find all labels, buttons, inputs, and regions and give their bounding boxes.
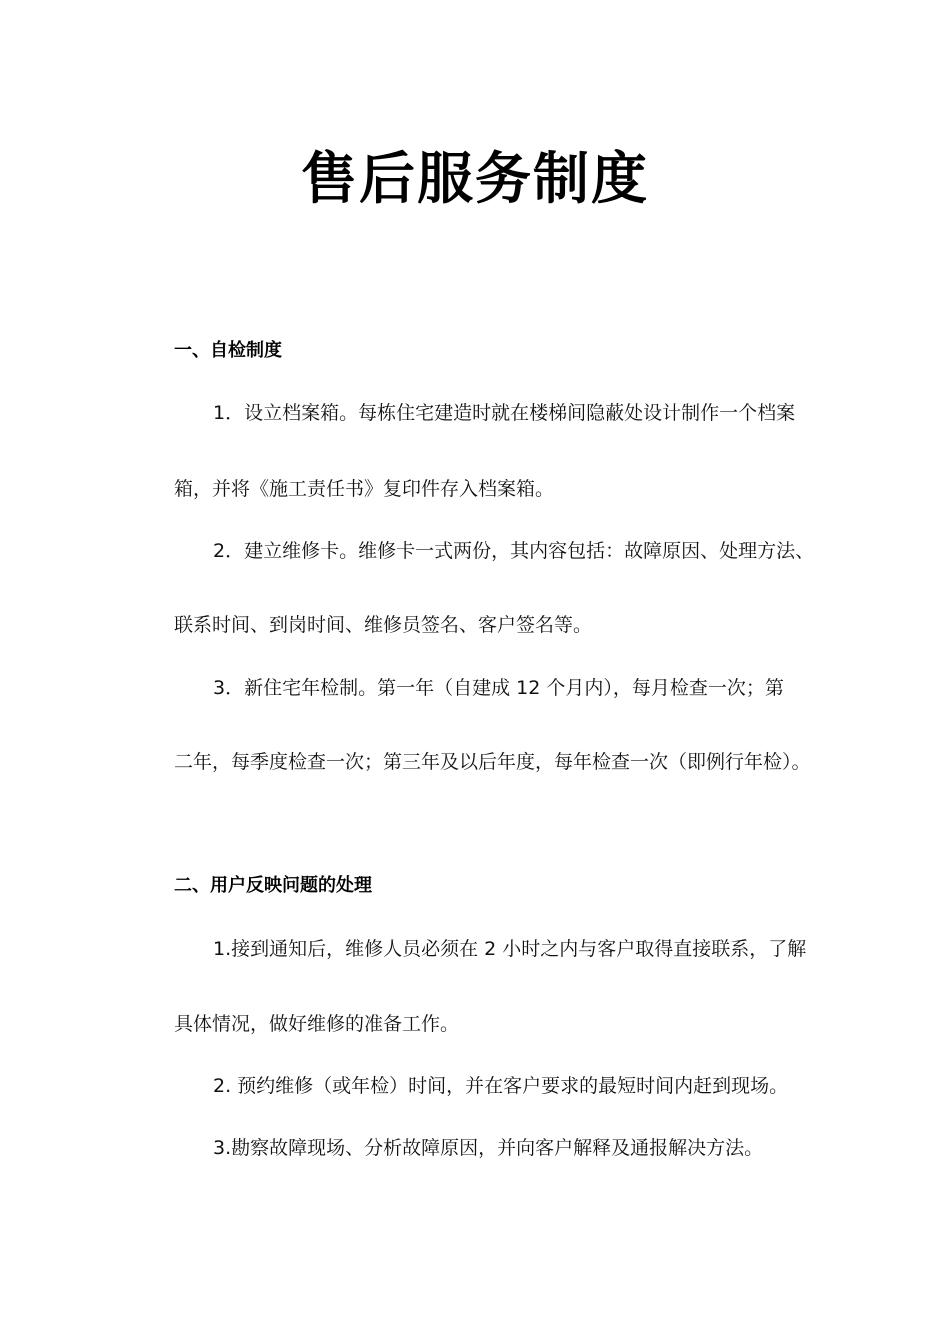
- paragraph-line: 箱，并将《施工责任书》复印件存入档案箱。: [174, 478, 555, 500]
- paragraph-line: 3.勘察故障现场、分析故障原因，并向客户解释及通报解决方法。: [213, 1137, 764, 1159]
- document-title: 售后服务制度: [301, 147, 649, 212]
- paragraph-line: 具体情况，做好维修的准备工作。: [174, 1013, 460, 1035]
- section-heading-user-issues: 二、用户反映问题的处理: [174, 875, 372, 896]
- paragraph-line: 2. 预约维修（或年检）时间，并在客户要求的最短时间内赶到现场。: [213, 1075, 789, 1097]
- paragraph-line: 二年，每季度检查一次；第三年及以后年度，每年检查一次（即例行年检）。: [174, 751, 811, 773]
- paragraph-line: 联系时间、到岗时间、维修员签名、客户签名等。: [174, 614, 593, 636]
- paragraph-line: 3．新住宅年检制。第一年（自建成 12 个月内），每月检查一次；第: [213, 677, 784, 699]
- paragraph-line: 1．设立档案箱。每栋住宅建造时就在楼梯间隐蔽处设计制作一个档案: [213, 402, 796, 424]
- paragraph-line: 2．建立维修卡。维修卡一式两份，其内容包括：故障原因、处理方法、: [213, 540, 815, 562]
- section-heading-self-inspection: 一、自检制度: [174, 340, 282, 361]
- paragraph-line: 1.接到通知后，维修人员必须在 2 小时之内与客户取得直接联系，了解: [213, 938, 807, 960]
